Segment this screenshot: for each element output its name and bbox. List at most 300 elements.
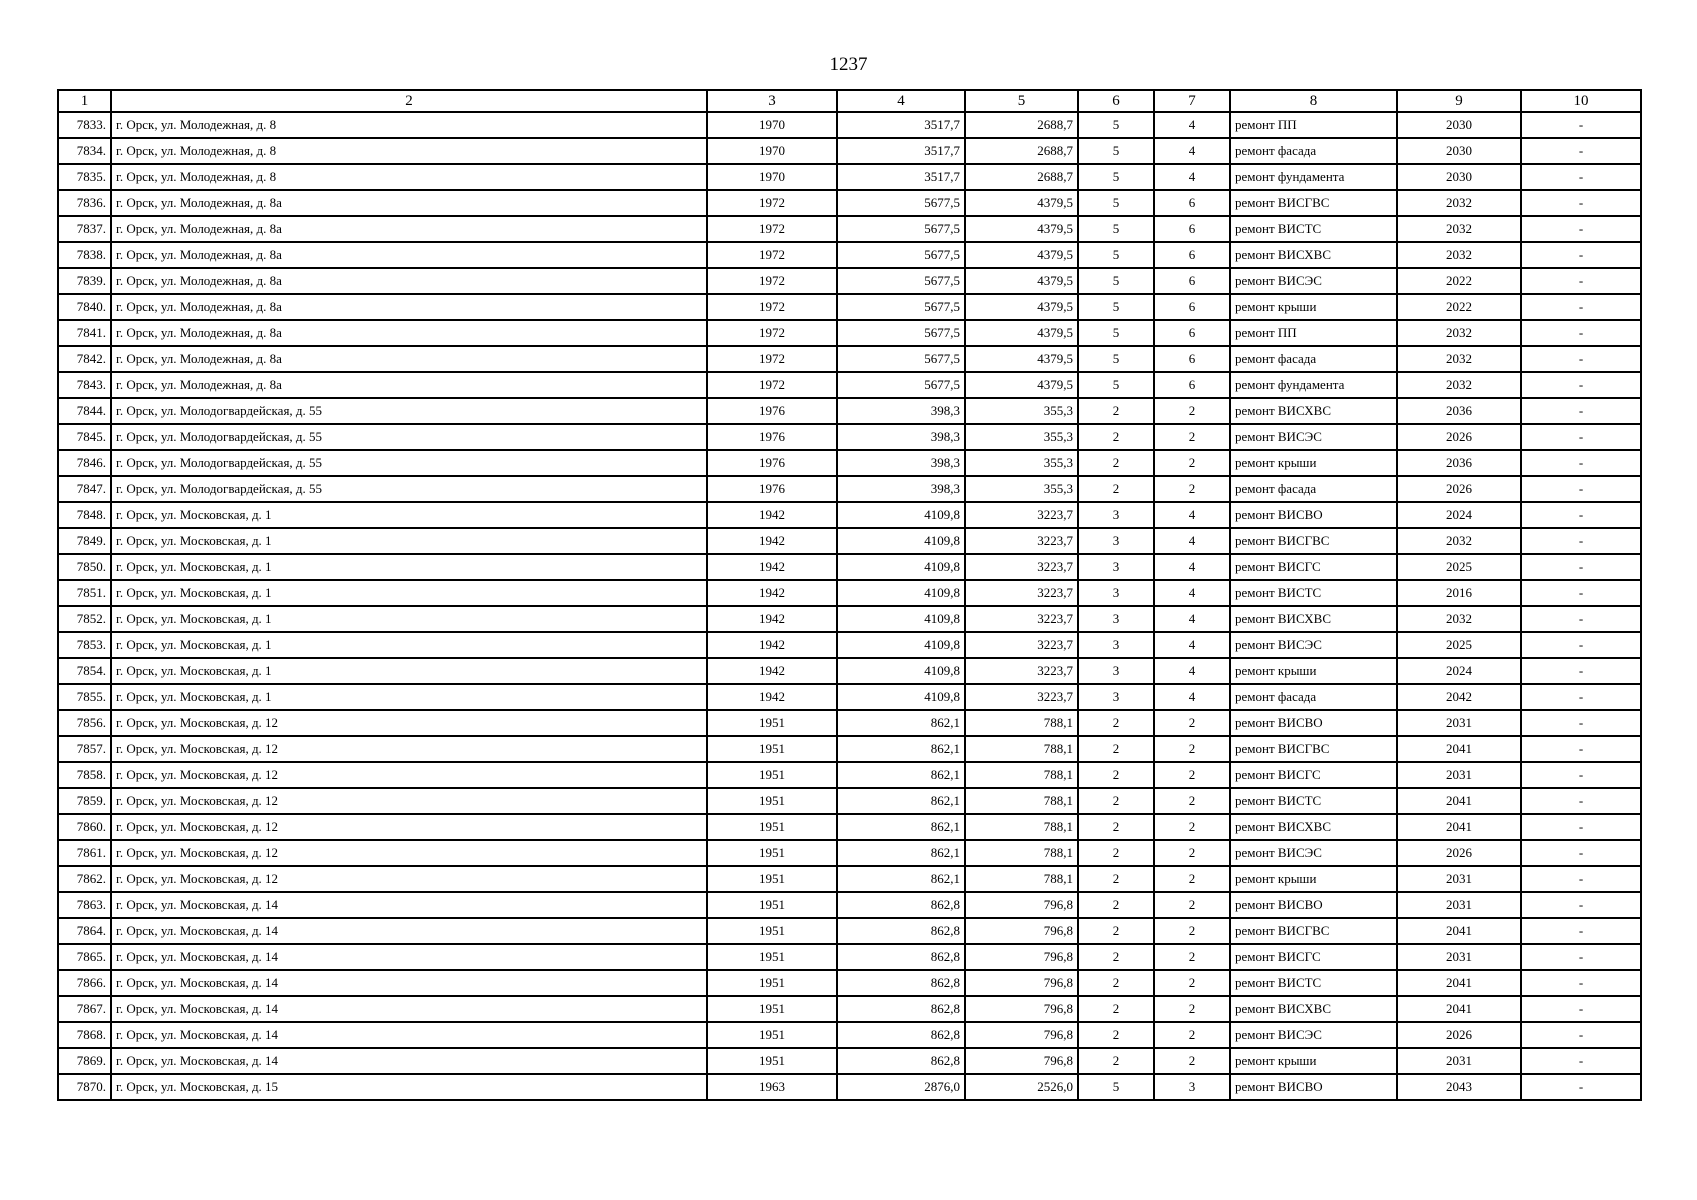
work-type-cell: ремонт ВИСВО [1230, 502, 1397, 528]
work-type-cell: ремонт ВИСТС [1230, 216, 1397, 242]
address-cell: г. Орск, ул. Московская, д. 1 [111, 554, 707, 580]
table-row [58, 372, 1641, 398]
floors-cell: 2 [1078, 710, 1154, 736]
note-cell: - [1521, 840, 1641, 866]
year-cell: 1970 [707, 112, 837, 138]
living-area-cell: 3223,7 [965, 658, 1078, 684]
row-number-cell: 7850. [58, 554, 111, 580]
address-cell: г. Орск, ул. Молодежная, д. 8а [111, 294, 707, 320]
address-cell: г. Орск, ул. Молодежная, д. 8а [111, 372, 707, 398]
column-header: 2 [111, 90, 707, 112]
table-row [58, 684, 1641, 710]
note-cell: - [1521, 814, 1641, 840]
total-area-cell: 4109,8 [837, 684, 965, 710]
total-area-cell: 3517,7 [837, 138, 965, 164]
total-area-cell: 5677,5 [837, 268, 965, 294]
year-cell: 1951 [707, 1022, 837, 1048]
entrances-cell: 2 [1154, 476, 1230, 502]
address-cell: г. Орск, ул. Московская, д. 12 [111, 814, 707, 840]
column-header: 7 [1154, 90, 1230, 112]
entrances-cell: 2 [1154, 398, 1230, 424]
planned-year-cell: 2030 [1397, 138, 1521, 164]
planned-year-cell: 2032 [1397, 372, 1521, 398]
table-row [58, 268, 1641, 294]
floors-cell: 5 [1078, 268, 1154, 294]
column-header: 1 [58, 90, 111, 112]
living-area-cell: 788,1 [965, 710, 1078, 736]
year-cell: 1951 [707, 866, 837, 892]
note-cell: - [1521, 398, 1641, 424]
total-area-cell: 862,1 [837, 840, 965, 866]
entrances-cell: 2 [1154, 814, 1230, 840]
floors-cell: 2 [1078, 866, 1154, 892]
row-number-cell: 7839. [58, 268, 111, 294]
entrances-cell: 2 [1154, 892, 1230, 918]
living-area-cell: 788,1 [965, 814, 1078, 840]
work-type-cell: ремонт фундамента [1230, 164, 1397, 190]
floors-cell: 2 [1078, 970, 1154, 996]
table-body [58, 112, 1641, 1100]
planned-year-cell: 2031 [1397, 1048, 1521, 1074]
planned-year-cell: 2031 [1397, 710, 1521, 736]
floors-cell: 2 [1078, 918, 1154, 944]
floors-cell: 3 [1078, 632, 1154, 658]
address-cell: г. Орск, ул. Московская, д. 1 [111, 580, 707, 606]
work-type-cell: ремонт фасада [1230, 684, 1397, 710]
living-area-cell: 788,1 [965, 866, 1078, 892]
planned-year-cell: 2032 [1397, 528, 1521, 554]
total-area-cell: 862,8 [837, 944, 965, 970]
living-area-cell: 4379,5 [965, 242, 1078, 268]
table-row [58, 970, 1641, 996]
entrances-cell: 2 [1154, 450, 1230, 476]
table-row [58, 840, 1641, 866]
floors-cell: 3 [1078, 658, 1154, 684]
work-type-cell: ремонт ВИСГВС [1230, 736, 1397, 762]
address-cell: г. Орск, ул. Молодогвардейская, д. 55 [111, 476, 707, 502]
note-cell: - [1521, 632, 1641, 658]
total-area-cell: 398,3 [837, 424, 965, 450]
work-type-cell: ремонт ПП [1230, 320, 1397, 346]
entrances-cell: 6 [1154, 242, 1230, 268]
work-type-cell: ремонт фундамента [1230, 372, 1397, 398]
total-area-cell: 5677,5 [837, 216, 965, 242]
table-row [58, 580, 1641, 606]
table-row [58, 320, 1641, 346]
year-cell: 1976 [707, 450, 837, 476]
living-area-cell: 796,8 [965, 918, 1078, 944]
year-cell: 1942 [707, 580, 837, 606]
note-cell: - [1521, 1074, 1641, 1100]
total-area-cell: 862,8 [837, 970, 965, 996]
table-row [58, 398, 1641, 424]
address-cell: г. Орск, ул. Молодогвардейская, д. 55 [111, 450, 707, 476]
floors-cell: 3 [1078, 528, 1154, 554]
work-type-cell: ремонт фасада [1230, 138, 1397, 164]
row-number-cell: 7843. [58, 372, 111, 398]
floors-cell: 2 [1078, 1048, 1154, 1074]
table-row [58, 164, 1641, 190]
total-area-cell: 5677,5 [837, 372, 965, 398]
planned-year-cell: 2036 [1397, 398, 1521, 424]
work-type-cell: ремонт ВИСВО [1230, 710, 1397, 736]
total-area-cell: 5677,5 [837, 320, 965, 346]
work-type-cell: ремонт ВИСВО [1230, 1074, 1397, 1100]
note-cell: - [1521, 866, 1641, 892]
planned-year-cell: 2042 [1397, 684, 1521, 710]
total-area-cell: 862,1 [837, 736, 965, 762]
note-cell: - [1521, 580, 1641, 606]
year-cell: 1972 [707, 294, 837, 320]
living-area-cell: 796,8 [965, 970, 1078, 996]
floors-cell: 5 [1078, 112, 1154, 138]
note-cell: - [1521, 372, 1641, 398]
year-cell: 1942 [707, 528, 837, 554]
planned-year-cell: 2041 [1397, 970, 1521, 996]
note-cell: - [1521, 658, 1641, 684]
table-row [58, 346, 1641, 372]
row-number-cell: 7849. [58, 528, 111, 554]
planned-year-cell: 2031 [1397, 762, 1521, 788]
address-cell: г. Орск, ул. Московская, д. 15 [111, 1074, 707, 1100]
row-number-cell: 7838. [58, 242, 111, 268]
floors-cell: 3 [1078, 554, 1154, 580]
address-cell: г. Орск, ул. Московская, д. 1 [111, 528, 707, 554]
entrances-cell: 4 [1154, 528, 1230, 554]
floors-cell: 2 [1078, 450, 1154, 476]
planned-year-cell: 2041 [1397, 814, 1521, 840]
table-row [58, 996, 1641, 1022]
total-area-cell: 862,1 [837, 710, 965, 736]
planned-year-cell: 2022 [1397, 268, 1521, 294]
table-row [58, 606, 1641, 632]
entrances-cell: 4 [1154, 684, 1230, 710]
note-cell: - [1521, 242, 1641, 268]
table-row [58, 242, 1641, 268]
work-type-cell: ремонт фасада [1230, 346, 1397, 372]
address-cell: г. Орск, ул. Московская, д. 14 [111, 996, 707, 1022]
planned-year-cell: 2041 [1397, 788, 1521, 814]
year-cell: 1951 [707, 1048, 837, 1074]
row-number-cell: 7854. [58, 658, 111, 684]
total-area-cell: 862,1 [837, 814, 965, 840]
entrances-cell: 6 [1154, 268, 1230, 294]
total-area-cell: 4109,8 [837, 502, 965, 528]
header-row [58, 90, 1641, 112]
year-cell: 1942 [707, 554, 837, 580]
floors-cell: 3 [1078, 606, 1154, 632]
entrances-cell: 2 [1154, 944, 1230, 970]
table-row [58, 502, 1641, 528]
year-cell: 1972 [707, 190, 837, 216]
work-type-cell: ремонт ВИСГВС [1230, 190, 1397, 216]
floors-cell: 3 [1078, 580, 1154, 606]
work-type-cell: ремонт ВИСХВС [1230, 996, 1397, 1022]
address-cell: г. Орск, ул. Молодогвардейская, д. 55 [111, 424, 707, 450]
table-row [58, 1022, 1641, 1048]
entrances-cell: 2 [1154, 970, 1230, 996]
work-type-cell: ремонт ВИСЭС [1230, 1022, 1397, 1048]
row-number-cell: 7867. [58, 996, 111, 1022]
year-cell: 1951 [707, 944, 837, 970]
entrances-cell: 4 [1154, 164, 1230, 190]
living-area-cell: 3223,7 [965, 528, 1078, 554]
address-cell: г. Орск, ул. Молодежная, д. 8а [111, 346, 707, 372]
living-area-cell: 796,8 [965, 892, 1078, 918]
total-area-cell: 4109,8 [837, 528, 965, 554]
living-area-cell: 355,3 [965, 398, 1078, 424]
address-cell: г. Орск, ул. Молодежная, д. 8а [111, 242, 707, 268]
floors-cell: 2 [1078, 892, 1154, 918]
entrances-cell: 2 [1154, 736, 1230, 762]
year-cell: 1972 [707, 268, 837, 294]
planned-year-cell: 2030 [1397, 112, 1521, 138]
floors-cell: 2 [1078, 944, 1154, 970]
table-row [58, 294, 1641, 320]
year-cell: 1942 [707, 658, 837, 684]
row-number-cell: 7851. [58, 580, 111, 606]
work-type-cell: ремонт ВИСТС [1230, 970, 1397, 996]
table-row [58, 112, 1641, 138]
address-cell: г. Орск, ул. Молодежная, д. 8 [111, 138, 707, 164]
planned-year-cell: 2026 [1397, 840, 1521, 866]
entrances-cell: 4 [1154, 632, 1230, 658]
entrances-cell: 2 [1154, 996, 1230, 1022]
table-row [58, 190, 1641, 216]
living-area-cell: 2688,7 [965, 112, 1078, 138]
entrances-cell: 2 [1154, 788, 1230, 814]
total-area-cell: 3517,7 [837, 112, 965, 138]
work-type-cell: ремонт ВИСГС [1230, 762, 1397, 788]
note-cell: - [1521, 476, 1641, 502]
table-row [58, 658, 1641, 684]
living-area-cell: 3223,7 [965, 684, 1078, 710]
table-row [58, 814, 1641, 840]
floors-cell: 2 [1078, 996, 1154, 1022]
work-type-cell: ремонт ВИСВО [1230, 892, 1397, 918]
table-row [58, 450, 1641, 476]
living-area-cell: 355,3 [965, 424, 1078, 450]
year-cell: 1976 [707, 476, 837, 502]
living-area-cell: 4379,5 [965, 294, 1078, 320]
column-header: 8 [1230, 90, 1397, 112]
planned-year-cell: 2032 [1397, 216, 1521, 242]
planned-year-cell: 2026 [1397, 476, 1521, 502]
address-cell: г. Орск, ул. Московская, д. 14 [111, 970, 707, 996]
address-cell: г. Орск, ул. Московская, д. 1 [111, 632, 707, 658]
row-number-cell: 7840. [58, 294, 111, 320]
note-cell: - [1521, 554, 1641, 580]
year-cell: 1951 [707, 736, 837, 762]
year-cell: 1976 [707, 398, 837, 424]
year-cell: 1942 [707, 684, 837, 710]
table-row [58, 1048, 1641, 1074]
year-cell: 1972 [707, 216, 837, 242]
work-type-cell: ремонт ВИСТС [1230, 788, 1397, 814]
address-cell: г. Орск, ул. Московская, д. 1 [111, 502, 707, 528]
entrances-cell: 2 [1154, 710, 1230, 736]
work-type-cell: ремонт крыши [1230, 294, 1397, 320]
address-cell: г. Орск, ул. Московская, д. 1 [111, 658, 707, 684]
planned-year-cell: 2025 [1397, 554, 1521, 580]
planned-year-cell: 2041 [1397, 996, 1521, 1022]
row-number-cell: 7844. [58, 398, 111, 424]
row-number-cell: 7848. [58, 502, 111, 528]
floors-cell: 2 [1078, 762, 1154, 788]
living-area-cell: 796,8 [965, 1048, 1078, 1074]
column-header: 10 [1521, 90, 1641, 112]
note-cell: - [1521, 762, 1641, 788]
year-cell: 1951 [707, 788, 837, 814]
entrances-cell: 4 [1154, 502, 1230, 528]
entrances-cell: 2 [1154, 762, 1230, 788]
address-cell: г. Орск, ул. Московская, д. 12 [111, 840, 707, 866]
row-number-cell: 7866. [58, 970, 111, 996]
total-area-cell: 5677,5 [837, 190, 965, 216]
year-cell: 1972 [707, 372, 837, 398]
total-area-cell: 862,8 [837, 996, 965, 1022]
total-area-cell: 5677,5 [837, 242, 965, 268]
floors-cell: 5 [1078, 294, 1154, 320]
row-number-cell: 7845. [58, 424, 111, 450]
address-cell: г. Орск, ул. Молодежная, д. 8а [111, 216, 707, 242]
year-cell: 1972 [707, 320, 837, 346]
work-type-cell: ремонт ВИСХВС [1230, 606, 1397, 632]
note-cell: - [1521, 320, 1641, 346]
row-number-cell: 7870. [58, 1074, 111, 1100]
living-area-cell: 2526,0 [965, 1074, 1078, 1100]
work-type-cell: ремонт ВИСЭС [1230, 840, 1397, 866]
table-row [58, 918, 1641, 944]
floors-cell: 3 [1078, 684, 1154, 710]
address-cell: г. Орск, ул. Московская, д. 14 [111, 1022, 707, 1048]
row-number-cell: 7836. [58, 190, 111, 216]
total-area-cell: 4109,8 [837, 554, 965, 580]
entrances-cell: 4 [1154, 554, 1230, 580]
living-area-cell: 3223,7 [965, 554, 1078, 580]
address-cell: г. Орск, ул. Молодежная, д. 8а [111, 320, 707, 346]
note-cell: - [1521, 424, 1641, 450]
row-number-cell: 7859. [58, 788, 111, 814]
note-cell: - [1521, 1022, 1641, 1048]
entrances-cell: 2 [1154, 1022, 1230, 1048]
total-area-cell: 862,1 [837, 762, 965, 788]
page-number: 1237 [829, 54, 868, 75]
planned-year-cell: 2041 [1397, 736, 1521, 762]
floors-cell: 2 [1078, 476, 1154, 502]
year-cell: 1942 [707, 502, 837, 528]
row-number-cell: 7862. [58, 866, 111, 892]
total-area-cell: 4109,8 [837, 580, 965, 606]
year-cell: 1970 [707, 164, 837, 190]
living-area-cell: 4379,5 [965, 320, 1078, 346]
entrances-cell: 2 [1154, 918, 1230, 944]
entrances-cell: 2 [1154, 840, 1230, 866]
year-cell: 1970 [707, 138, 837, 164]
entrances-cell: 2 [1154, 866, 1230, 892]
note-cell: - [1521, 710, 1641, 736]
planned-year-cell: 2041 [1397, 918, 1521, 944]
work-type-cell: ремонт ВИСЭС [1230, 268, 1397, 294]
address-cell: г. Орск, ул. Московская, д. 12 [111, 710, 707, 736]
entrances-cell: 4 [1154, 112, 1230, 138]
work-type-cell: ремонт ВИСХВС [1230, 398, 1397, 424]
note-cell: - [1521, 528, 1641, 554]
row-number-cell: 7846. [58, 450, 111, 476]
floors-cell: 2 [1078, 398, 1154, 424]
row-number-cell: 7861. [58, 840, 111, 866]
living-area-cell: 355,3 [965, 450, 1078, 476]
table-row [58, 892, 1641, 918]
floors-cell: 5 [1078, 320, 1154, 346]
floors-cell: 5 [1078, 190, 1154, 216]
row-number-cell: 7865. [58, 944, 111, 970]
living-area-cell: 4379,5 [965, 190, 1078, 216]
work-type-cell: ремонт ВИСГС [1230, 554, 1397, 580]
table-row [58, 528, 1641, 554]
work-type-cell: ремонт ВИСГС [1230, 944, 1397, 970]
entrances-cell: 6 [1154, 346, 1230, 372]
floors-cell: 2 [1078, 424, 1154, 450]
work-type-cell: ремонт крыши [1230, 1048, 1397, 1074]
year-cell: 1951 [707, 970, 837, 996]
planned-year-cell: 2036 [1397, 450, 1521, 476]
floors-cell: 5 [1078, 216, 1154, 242]
living-area-cell: 3223,7 [965, 502, 1078, 528]
year-cell: 1951 [707, 892, 837, 918]
work-type-cell: ремонт крыши [1230, 450, 1397, 476]
living-area-cell: 355,3 [965, 476, 1078, 502]
column-header: 3 [707, 90, 837, 112]
total-area-cell: 5677,5 [837, 294, 965, 320]
planned-year-cell: 2025 [1397, 632, 1521, 658]
floors-cell: 3 [1078, 502, 1154, 528]
address-cell: г. Орск, ул. Московская, д. 12 [111, 866, 707, 892]
work-type-cell: ремонт ВИСГВС [1230, 918, 1397, 944]
floors-cell: 5 [1078, 346, 1154, 372]
row-number-cell: 7853. [58, 632, 111, 658]
row-number-cell: 7841. [58, 320, 111, 346]
planned-year-cell: 2031 [1397, 944, 1521, 970]
row-number-cell: 7837. [58, 216, 111, 242]
note-cell: - [1521, 684, 1641, 710]
floors-cell: 2 [1078, 788, 1154, 814]
floors-cell: 5 [1078, 138, 1154, 164]
column-header: 6 [1078, 90, 1154, 112]
work-type-cell: ремонт ВИСГВС [1230, 528, 1397, 554]
planned-year-cell: 2024 [1397, 502, 1521, 528]
table-row [58, 138, 1641, 164]
table-row [58, 1074, 1641, 1100]
total-area-cell: 862,8 [837, 892, 965, 918]
entrances-cell: 6 [1154, 190, 1230, 216]
floors-cell: 5 [1078, 372, 1154, 398]
note-cell: - [1521, 450, 1641, 476]
year-cell: 1942 [707, 606, 837, 632]
planned-year-cell: 2016 [1397, 580, 1521, 606]
address-cell: г. Орск, ул. Московская, д. 14 [111, 1048, 707, 1074]
year-cell: 1951 [707, 710, 837, 736]
work-type-cell: ремонт крыши [1230, 658, 1397, 684]
work-type-cell: ремонт ВИСЭС [1230, 424, 1397, 450]
year-cell: 1976 [707, 424, 837, 450]
floors-cell: 5 [1078, 164, 1154, 190]
work-type-cell: ремонт ВИСХВС [1230, 242, 1397, 268]
entrances-cell: 6 [1154, 320, 1230, 346]
column-header: 9 [1397, 90, 1521, 112]
living-area-cell: 4379,5 [965, 216, 1078, 242]
address-cell: г. Орск, ул. Молодогвардейская, д. 55 [111, 398, 707, 424]
